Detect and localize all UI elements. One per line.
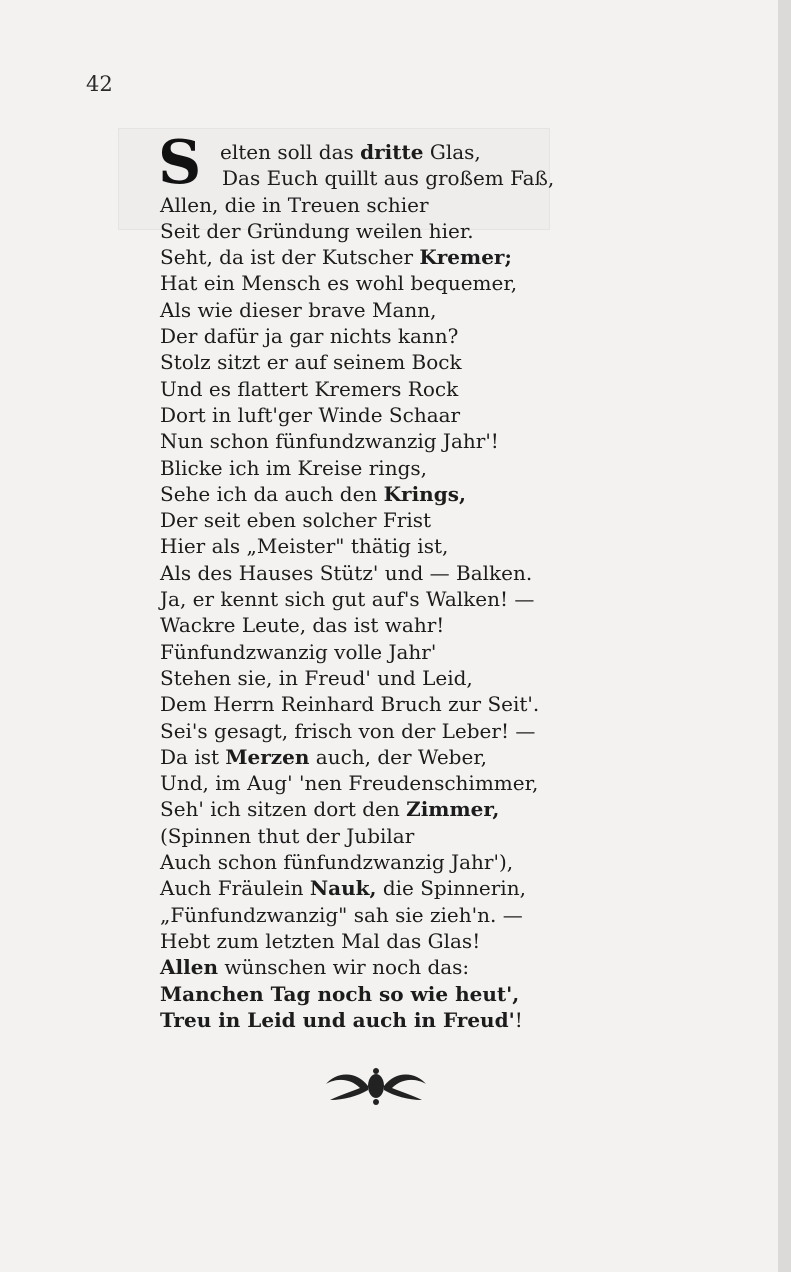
line-text: Hier als „Meister" thätig ist,: [160, 534, 449, 559]
line-text: Dort in luft'ger Winde Schaar: [160, 402, 461, 427]
poem-line: [160, 297, 580, 323]
poem-line: [160, 875, 580, 901]
line-text: Hat ein Mensch es wohl bequemer,: [160, 271, 518, 296]
line-text: Stolz sitzt er auf seinem Bock: [160, 350, 462, 375]
emphasized-name: dritte: [360, 140, 424, 164]
poem-line: [160, 718, 580, 744]
poem-line: [160, 192, 580, 218]
emphasized-name: Allen: [160, 955, 218, 980]
line-text: Wackre Leute, das ist wahr!: [160, 613, 445, 638]
line-text: Hebt zum letzten Mal das Glas!: [160, 928, 481, 953]
poem-line: [160, 533, 580, 559]
poem-line: [160, 639, 580, 665]
line-text: Seht, da ist der Kutscher: [160, 245, 420, 270]
poem-line: [160, 902, 580, 928]
poem-line: [160, 560, 580, 586]
poem-line: [160, 349, 580, 375]
line-text: Auch Fräulein: [160, 876, 310, 901]
emphasized-name: Zimmer,: [406, 797, 500, 822]
emphasized-name: Treu in Leid und auch in Freud': [160, 1007, 515, 1032]
emphasized-name: Manchen Tag noch so wie heut',: [160, 981, 520, 1006]
page-edge: [778, 0, 791, 1272]
line-text: Seh' ich sitzen dort den: [160, 797, 407, 822]
line-text: Stehen sie, in Freud' und Leid,: [160, 665, 473, 690]
line-text: Blicke ich im Kreise rings,: [160, 455, 428, 480]
line-text: Sehe ich da auch den: [160, 481, 384, 506]
line-text: Der dafür ja gar nichts kann?: [160, 324, 459, 349]
emphasized-name: Krings,: [383, 481, 466, 506]
poem-line: [160, 323, 580, 349]
line-text: Das Euch quillt aus großem Faß,: [222, 166, 555, 191]
ornament-icon: [316, 1066, 436, 1106]
line-text: Und es flattert Kremers Rock: [160, 376, 459, 401]
poem-line: [160, 165, 580, 191]
line-text: Als wie dieser brave Mann,: [160, 297, 437, 322]
poem-line: [160, 428, 580, 454]
poem-line: [160, 770, 580, 796]
line-text: wünschen wir noch das:: [217, 955, 470, 980]
line-text: Als des Hauses Stütz' und — Balken.: [160, 560, 533, 585]
line-text: elten soll das: [220, 140, 361, 164]
line-text: Ja, er kennt sich gut auf's Walken! —: [160, 587, 535, 612]
poem-line: [160, 218, 580, 244]
line-text: Fünfundzwanzig volle Jahr': [160, 639, 437, 664]
line-text: „Fünfundzwanzig" sah sie zieh'n. —: [160, 902, 523, 927]
poem-line: [160, 954, 580, 980]
poem-line: [160, 691, 580, 717]
line-text: auch, der Weber,: [309, 744, 488, 769]
poem-line: [160, 586, 580, 612]
line-text: Und, im Aug' 'nen Freudenschimmer,: [160, 771, 539, 796]
poem-line: [160, 270, 580, 296]
line-text: (Spinnen thut der Jubilar: [160, 823, 415, 848]
line-text: Sei's gesagt, frisch von der Leber! —: [160, 718, 536, 743]
poem-line: [160, 612, 580, 638]
poem-line: [160, 849, 580, 875]
emphasized-name: Kremer;: [419, 245, 512, 270]
line-text: Der seit eben solcher Frist: [160, 508, 432, 533]
emphasized-name: Nauk,: [309, 876, 377, 901]
emphasized-name: Merzen: [225, 744, 310, 769]
line-text: Glas,: [423, 140, 481, 164]
poem-line: [160, 481, 580, 507]
poem-line: [160, 796, 580, 822]
line-text: Allen, die in Treuen schier: [160, 192, 429, 217]
poem-line: [160, 507, 580, 533]
drop-cap: S: [158, 128, 202, 198]
poem-line: [160, 665, 580, 691]
poem: [158, 128, 580, 1033]
poem-line: [160, 402, 580, 428]
page-number: 42: [86, 72, 113, 96]
line-text: Nun schon fünfundzwanzig Jahr'!: [160, 429, 499, 454]
poem-line: [160, 244, 580, 270]
line-text: Dem Herrn Reinhard Bruch zur Seit'.: [160, 692, 540, 717]
line-text: Auch schon fünfundzwanzig Jahr'),: [160, 850, 514, 875]
poem-line: [160, 823, 580, 849]
poem-line: [160, 928, 580, 954]
poem-line: [160, 139, 580, 165]
poem-line: [160, 744, 580, 770]
line-text: Seit der Gründung weilen hier.: [160, 218, 474, 243]
line-text: !: [514, 1007, 523, 1032]
poem-line: [160, 981, 580, 1007]
poem-line: [160, 455, 580, 481]
poem-line: [160, 1007, 580, 1033]
poem-line: [160, 376, 580, 402]
line-text: die Spinnerin,: [376, 876, 526, 901]
line-text: Da ist: [160, 744, 226, 769]
